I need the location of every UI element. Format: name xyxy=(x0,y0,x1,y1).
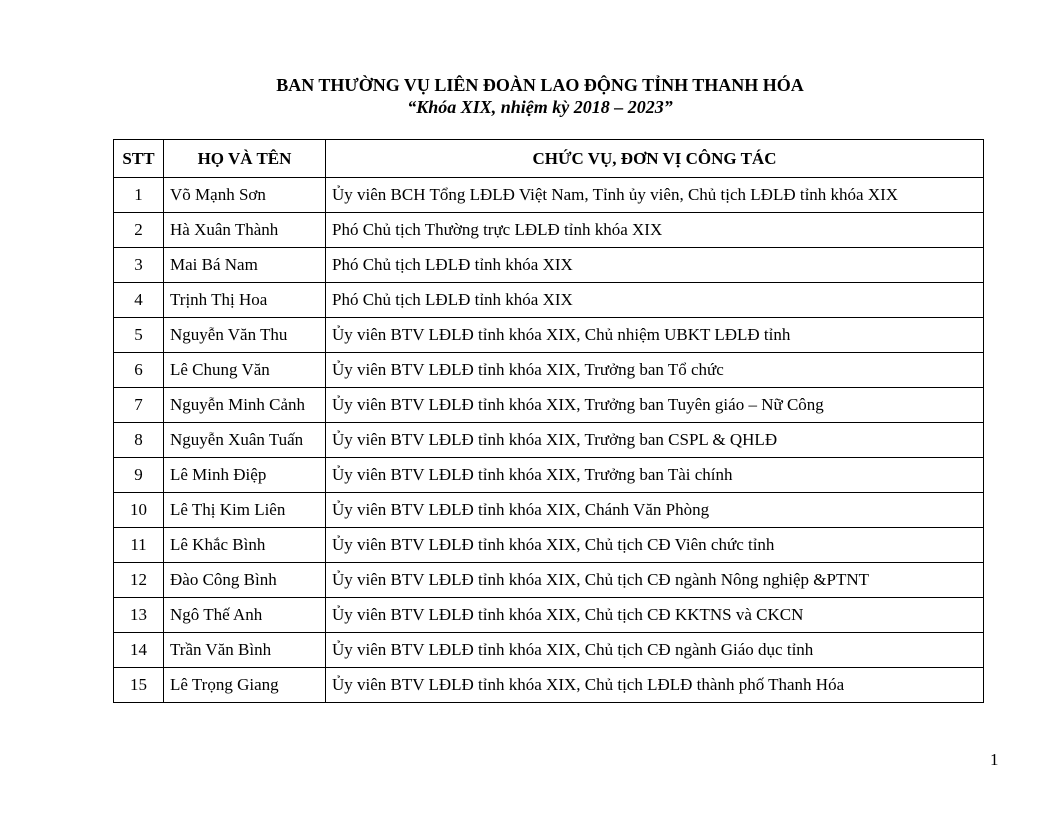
row-stt: 3 xyxy=(114,248,164,283)
row-stt: 4 xyxy=(114,283,164,318)
row-name: Trần Văn Bình xyxy=(164,633,326,668)
row-name: Mai Bá Nam xyxy=(164,248,326,283)
row-stt: 15 xyxy=(114,668,164,703)
table-row xyxy=(114,283,984,318)
header-role: CHỨC VỤ, ĐƠN VỊ CÔNG TÁC xyxy=(326,140,984,178)
row-name: Lê Minh Điệp xyxy=(164,458,326,493)
row-stt: 1 xyxy=(114,178,164,213)
row-name: Hà Xuân Thành xyxy=(164,213,326,248)
row-role: Ủy viên BTV LĐLĐ tỉnh khóa XIX, Chủ tịch CĐ KKTNS và CKCN xyxy=(326,598,984,633)
row-role: Phó Chủ tịch LĐLĐ tỉnh khóa XIX xyxy=(326,248,984,283)
document-title: BAN THƯỜNG VỤ LIÊN ĐOÀN LAO ĐỘNG TỈNH THANH HÓA xyxy=(276,75,804,95)
row-role: Ủy viên BTV LĐLĐ tỉnh khóa XIX, Chủ nhiệm UBKT LĐLĐ tỉnh xyxy=(326,318,984,353)
row-role: Ủy viên BTV LĐLĐ tỉnh khóa XIX, Trưởng ban CSPL & QHLĐ xyxy=(326,423,984,458)
row-role: Phó Chủ tịch LĐLĐ tỉnh khóa XIX xyxy=(326,283,984,318)
row-name: Đào Công Bình xyxy=(164,563,326,598)
row-name: Võ Mạnh Sơn xyxy=(164,178,326,213)
row-stt: 11 xyxy=(114,528,164,563)
header-stt: STT xyxy=(114,140,164,178)
row-name: Ngô Thế Anh xyxy=(164,598,326,633)
table-header-row xyxy=(114,140,984,178)
table-row xyxy=(114,318,984,353)
row-name: Trịnh Thị Hoa xyxy=(164,283,326,318)
row-name: Nguyễn Văn Thu xyxy=(164,318,326,353)
row-name: Lê Chung Văn xyxy=(164,353,326,388)
table-row xyxy=(114,248,984,283)
document-header xyxy=(0,74,1056,118)
table-row xyxy=(114,388,984,423)
row-name: Lê Thị Kim Liên xyxy=(164,493,326,528)
row-stt: 12 xyxy=(114,563,164,598)
row-stt: 8 xyxy=(114,423,164,458)
row-stt: 9 xyxy=(114,458,164,493)
row-name: Nguyễn Minh Cảnh xyxy=(164,388,326,423)
row-role: Ủy viên BCH Tổng LĐLĐ Việt Nam, Tỉnh ủy viên, Chủ tịch LĐLĐ tỉnh khóa XIX xyxy=(326,178,984,213)
table-row xyxy=(114,353,984,388)
page-number: 1 xyxy=(990,750,999,769)
table-row xyxy=(114,458,984,493)
row-stt: 7 xyxy=(114,388,164,423)
table-row xyxy=(114,213,984,248)
table-row xyxy=(114,668,984,703)
row-name: Nguyễn Xuân Tuấn xyxy=(164,423,326,458)
table-row xyxy=(114,493,984,528)
row-stt: 10 xyxy=(114,493,164,528)
row-stt: 14 xyxy=(114,633,164,668)
row-name: Lê Khắc Bình xyxy=(164,528,326,563)
row-role: Ủy viên BTV LĐLĐ tỉnh khóa XIX, Chủ tịch LĐLĐ thành phố Thanh Hóa xyxy=(326,668,984,703)
row-role: Ủy viên BTV LĐLĐ tỉnh khóa XIX, Chánh Văn Phòng xyxy=(326,493,984,528)
row-role: Ủy viên BTV LĐLĐ tỉnh khóa XIX, Trưởng ban Tài chính xyxy=(326,458,984,493)
row-role: Ủy viên BTV LĐLĐ tỉnh khóa XIX, Trưởng ban Tổ chức xyxy=(326,353,984,388)
row-stt: 13 xyxy=(114,598,164,633)
table-row xyxy=(114,598,984,633)
row-name: Lê Trọng Giang xyxy=(164,668,326,703)
row-stt: 2 xyxy=(114,213,164,248)
row-role: Phó Chủ tịch Thường trực LĐLĐ tỉnh khóa XIX xyxy=(326,213,984,248)
row-role: Ủy viên BTV LĐLĐ tỉnh khóa XIX, Trưởng ban Tuyên giáo – Nữ Công xyxy=(326,388,984,423)
row-role: Ủy viên BTV LĐLĐ tỉnh khóa XIX, Chủ tịch CĐ ngành Giáo dục tỉnh xyxy=(326,633,984,668)
header-name: HỌ VÀ TÊN xyxy=(164,140,326,178)
table-row xyxy=(114,633,984,668)
row-role: Ủy viên BTV LĐLĐ tỉnh khóa XIX, Chủ tịch CĐ Viên chức tỉnh xyxy=(326,528,984,563)
table-row xyxy=(114,563,984,598)
table-row xyxy=(114,178,984,213)
row-stt: 5 xyxy=(114,318,164,353)
document-subtitle: “Khóa XIX, nhiệm kỳ 2018 – 2023” xyxy=(407,97,673,117)
table-row xyxy=(114,528,984,563)
committee-table xyxy=(113,139,984,703)
row-role: Ủy viên BTV LĐLĐ tỉnh khóa XIX, Chủ tịch CĐ ngành Nông nghiệp &PTNT xyxy=(326,563,984,598)
table-row xyxy=(114,423,984,458)
row-stt: 6 xyxy=(114,353,164,388)
